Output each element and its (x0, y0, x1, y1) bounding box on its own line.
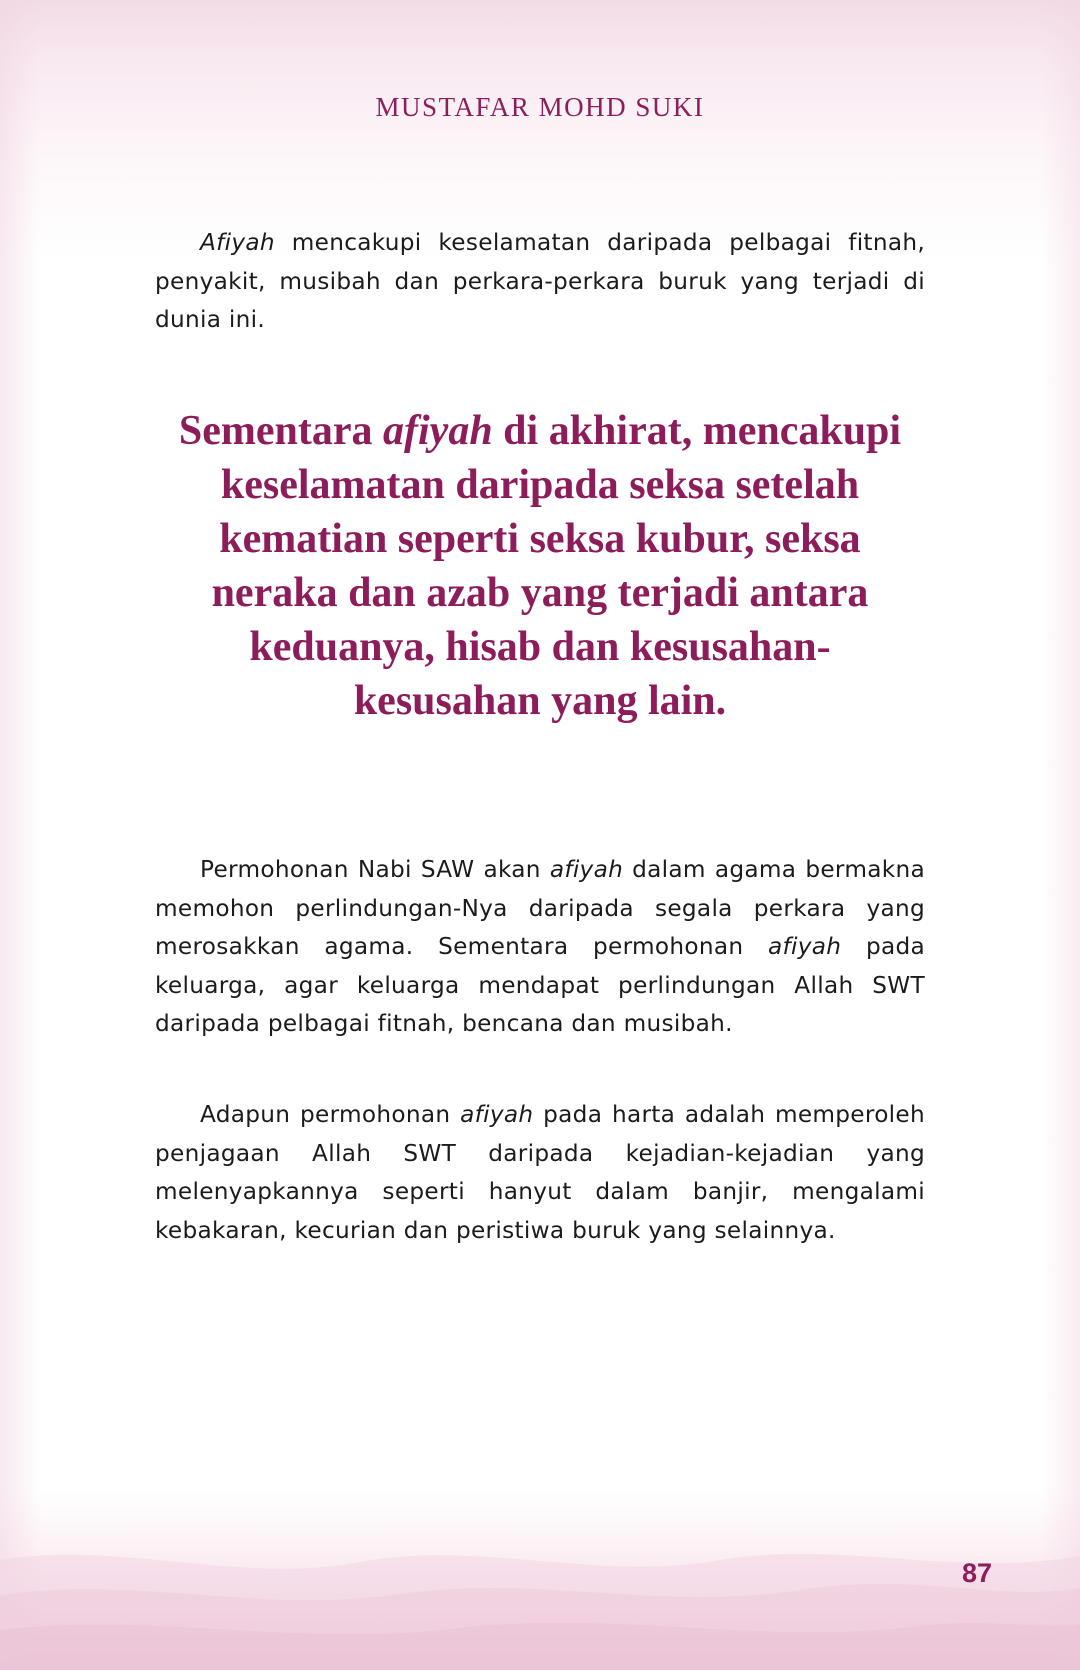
paragraph-text: dalam agama bermakna memohon perlindungan-Nya daripada segala perkara yang merosakkan agama. Sementara permohonan (155, 856, 925, 960)
paragraph-text: Adapun permohonan (200, 1101, 461, 1128)
paragraph-text: pada keluarga, agar keluarga mendapat perlindungan Allah SWT daripada pelbagai fitnah, bencana dan musibah. (155, 933, 925, 1037)
paragraph-text: Permohonan Nabi SAW akan (200, 856, 550, 883)
italic-term: afiyah (460, 1101, 534, 1128)
italic-term: afiyah (768, 933, 842, 960)
paragraph-1 (155, 224, 925, 340)
running-head-author: MUSTAFAR MOHD SUKI (375, 92, 705, 122)
paragraph-2 (155, 851, 925, 1044)
decorative-water-background (0, 1490, 1080, 1670)
page-number: 87 (961, 1558, 992, 1588)
page-edge-shade-right (1040, 0, 1080, 1670)
page-edge-shade-left (0, 0, 40, 1670)
pull-quote (160, 404, 920, 728)
paragraph-text: mencakupi keselamatan daripada pelbagai fitnah, penyakit, musibah dan perkara-perkara buruk yang terjadi di dunia ini. (155, 229, 925, 333)
paragraph-text: pada harta adalah memperoleh penjagaan Allah SWT daripada kejadian-kejadian yang melenyapkannya seperti hanyut dalam banjir, mengalami kebakaran, kecurian dan peristiwa buruk yang selainnya. (155, 1101, 925, 1244)
italic-term: afiyah (549, 856, 624, 883)
pull-quote-italic-term: afiyah (383, 408, 493, 454)
pull-quote-text: di akhirat, mencakupi keselamatan daripada seksa setelah kematian seperti seksa kubur, seksa neraka dan azab yang terjadi antara keduanya, hisab dan kesusahan-kesusahan yang lain. (211, 408, 902, 724)
italic-term: Afiyah (200, 229, 275, 256)
paragraph-3 (155, 1096, 925, 1250)
pull-quote-text: Sementara (178, 408, 384, 454)
